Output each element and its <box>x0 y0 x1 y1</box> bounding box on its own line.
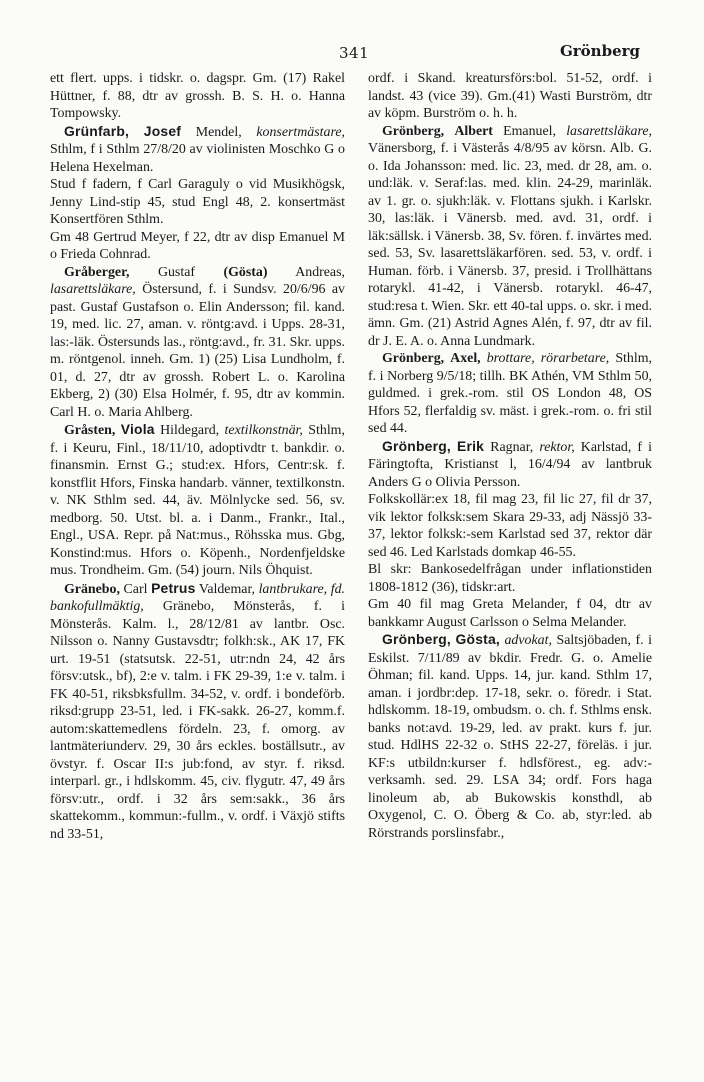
entry-text: Gm 48 Gertrud Meyer, f 22, dtr av disp Emanuel M o Frieda Cohnrad. <box>50 229 345 262</box>
entry-given-rest: Mendel, <box>195 124 242 140</box>
entry-text: Sthlm, f. i Keuru, Finl., 18/11/10, adoptivdtr t. bankdir. o. finansmin. Ernst G.; stud:ex. Hfors, Centr:sk. f. konstflit Hfors, Finska handarb. vänner, textilkonstn. v. NK Sthlm sed. 44, äv. Mölnlycke sed. 56, sv. medborg. 50. Utst. bl. a. i Danm., Frankr., Ital., Engl., USA. Repr. på Nat:mus., Röhsska mus. Gbg, Konstind:mus. Hfors o. Köpenh., Nordenfjeldske mus. Trondheim. Gm. (54) journ. Nils Öhquist. <box>50 423 345 578</box>
entry-title: brottare, rörarbetare, <box>486 351 610 366</box>
page-number: 341 <box>339 44 370 62</box>
entry-grunfarb <box>50 123 345 264</box>
entry-gosta-gronberg <box>368 631 652 842</box>
right-column <box>368 70 652 842</box>
entry-surname: Grönberg, <box>382 631 451 647</box>
entry-grasten <box>50 421 345 580</box>
entry-albert-gronberg <box>368 123 652 351</box>
entry-text: Karlstad, f i Färingtofta, Kristianst l, 16/4/94 av lantbruk Anders G o Olivia Persson. <box>368 439 652 490</box>
entry-surname: Gråsten, <box>64 423 116 438</box>
entry-text: Bl skr: Bankosedelfrågan under inflationstiden 1808-1812 (36), tidskr:art. <box>368 562 652 595</box>
running-head: Grönberg <box>559 42 640 60</box>
entry-given-name: Erik <box>457 437 485 454</box>
entry-title: advokat, <box>504 633 552 648</box>
entry-text: Gränebo, Mönsterås, f. i Mönsterås. Kalm. l., 28/12/81 av lantbr. Osc. Nilsson o. Nanny Gustavsdtr; folkh:sk., AK 17, FK urt. 19-51 (statsutsk. 22-51, utr:ndn 24, 42 års försv:utsk., bf), 2:e v. talm. i FK 29-39, 1:e v. talm. i FK 40-51, riksbksfullm. 34-52, v. ordf. i bondeförb. riksd:grupp 23-51, led. i FK-sakk. 26-27, komm.f. autom:skattemedlens fördeln. 23, f. omorg. av lantmäteriunderv. 29, 30 års eckles. boställsutr., av övstyr. f. Oscar II:s jub:fond, av styr. f. riksd. interparl. gr., i hdlskomm. 45, civ. flygutr. 47, 49 års försv:utr., ordf. i 32 års sem:sakk., 36 års skattekomm., kommun:-fullm., v. ordf. i Växjö stifts nd 33-51, <box>50 599 345 842</box>
entry-given-name: Carl <box>123 581 148 597</box>
entry-given-rest: Andreas, <box>295 264 345 280</box>
entry-given-name: Viola <box>120 421 155 437</box>
entry-graberger <box>50 264 345 422</box>
entry-surname: Grönberg, <box>382 123 445 139</box>
entry-text: Gm 40 fil mag Greta Melander, f 04, dtr av bankkamr August Carlsson o Selma Melander. <box>368 597 652 630</box>
entry-text: Östersund, f. i Sundsv. 20/6/96 av past. Gustaf Gustafson o. Elin Andersson; fil. kand. 19, med. lic. 27, aman. v. röntg:avd. i Upps. 28-31, las:-läk. Östersunds las., röntg:avd., fr. 31. Skr. upps. m. röntgenol. inneh. Gm. 1) (25) Lisa Lundholm, f. 01, d. 27, dtr av grossh. Robert L. o. Karolina Ekberg, 2) (30) Elsa Holmér, f. 95, dtr av kommin. Carl H. o. Maria Ahlberg. <box>50 282 345 420</box>
entry-given-rest: Valdemar, <box>198 581 255 597</box>
entry-title: konsertmästare, <box>256 124 345 140</box>
entry-title: lasarettsläkare, <box>566 123 652 139</box>
entry-title: lasarettsläkare, <box>50 282 136 297</box>
entry-erik-gronberg <box>368 438 652 632</box>
entry-granebo <box>50 580 345 844</box>
entry-text: Folkskollär:ex 18, fil mag 23, fil lic 27, fil dr 37, vik lektor folksk:sem Skara 29-33, adj Nässjö 33-37, lektor folksk:-sem Karlstad sed 37, rektor där sed 46. Led Karlstads domkap 46-55. <box>368 492 652 560</box>
entry-text: Sthlm, f i Sthlm 27/8/20 av violinisten Moschko G o Helena Hexelman. <box>50 142 345 175</box>
entry-given-name: Axel, <box>450 351 481 366</box>
entry-axel-gronberg <box>368 350 652 438</box>
entry-given-name-bold: (Gösta) <box>223 264 268 280</box>
entry-text: Sthlm, f. i Norberg 9/5/18; tillh. BK Athén, VM Sthlm 50, guldmed. i grek.-rom. stil OS London 48, OS Hfors 52, flerfaldig sv. mäst. i grek.-rom. o. fri stil sed 44. <box>368 351 652 436</box>
entry-given-rest: Emanuel, <box>503 123 556 139</box>
entry-given-name: Gustaf <box>157 264 195 280</box>
entry-text: Stud f fadern, f Carl Garaguly o vid Musikhögsk, Jenny Lind-stip 45, stud Engl 48, 2. konsertmäst Konsertfören Sthlm. <box>50 177 345 227</box>
entry-surname: Grünfarb, <box>64 122 130 139</box>
entry-given-name-bold: Petrus <box>151 579 196 596</box>
continuation-text: ett flert. upps. i tidskr. o. dagspr. Gm. (17) Rakel Hüttner, f. 88, dtr av grossh. B. S. H. o. Hanna Tompowsky. <box>50 71 345 121</box>
entry-surname: Gränebo, <box>64 581 120 597</box>
entry-surname: Gråberger, <box>64 264 130 280</box>
entry-title: textilkonstnär, <box>224 423 303 438</box>
entry-given-name: Gösta, <box>455 631 500 647</box>
left-column <box>50 70 345 843</box>
entry-given-name: Albert <box>454 123 493 139</box>
entry-given-rest: Hildegard, <box>160 423 220 438</box>
continuation-text: ordf. i Skand. kreatursförs:bol. 51-52, ordf. i landst. 43 (vice 39). Gm.(41) Wasti Burström, dtr av köpm. Burström o. h. h. <box>368 71 652 121</box>
entry-given-name: Josef <box>143 122 182 139</box>
entry-title: rektor, <box>539 439 575 455</box>
entry-title: lantbrukare, fd. bankofullmäktig, <box>50 581 345 614</box>
entry-surname: Grönberg, <box>382 351 445 366</box>
entry-text: Saltsjöbaden, f. i Eskilst. 7/11/89 av bkdir. Fredr. G. o. Amelie Öhman; fil. kand. Upps. 14, jur. kand. Sthlm 17, aman. i jordbr:dep. 17-18, sekr. o. föredr. i Stat. hdlskomm. 18-19, ombudsm. o. ch. f. Sthlms ensk. banks not:avd. 19-29, led. av prakt. kurs f. jur. stud. HdlHS 22-32 o. StHS 22-27, föreläs. i jur. KF:s utbildn:kurser f. hdlsförest., eg. adv:-verksamh. sed. 29. LSA 34; ordf. Fors haga linoleum ab, ab Bukowskis konsthdl, ab Oxygenol, C. O. Öberg & Co. ab, styr:led. ab Rörstrands porslinsfabr., <box>368 633 652 841</box>
entry-text: Vänersborg, f. i Västerås 4/8/95 av körsn. Alb. G. o. Ida Johansson: med. lic. 23, med. dr 28, am. o. und:läk. v. Seraf:las. med. klin. 24-29, marinläk. av 1. gr. o. sjukh:läk. v. Flottans sjukh. i Karlskr. 30, las:läk. i Vänersb. med. avd. 31, ordf. i läk:sällsk. i Vänersb. 38, Sv. fören. f. invärtes med. sed. 53, Sv. lasarettsläkarfören. sed. 53, v. ordf. i Human. förb. i Vänersb. 37, presid. i Trollhättans rotarykl. 41-42, i Vänersb. rotarykl. 46-47, stud:resa t. Wien. Skr. ett 40-tal upps. o. skr. i med. ämn. Gm. (21) Astrid Agnes Alén, f. 97, dtr av fil. dr J. E. A. o. Anna Lundmark. <box>368 141 652 349</box>
entry-surname: Grönberg, <box>382 437 451 454</box>
entry-given-rest: Ragnar, <box>490 439 534 455</box>
